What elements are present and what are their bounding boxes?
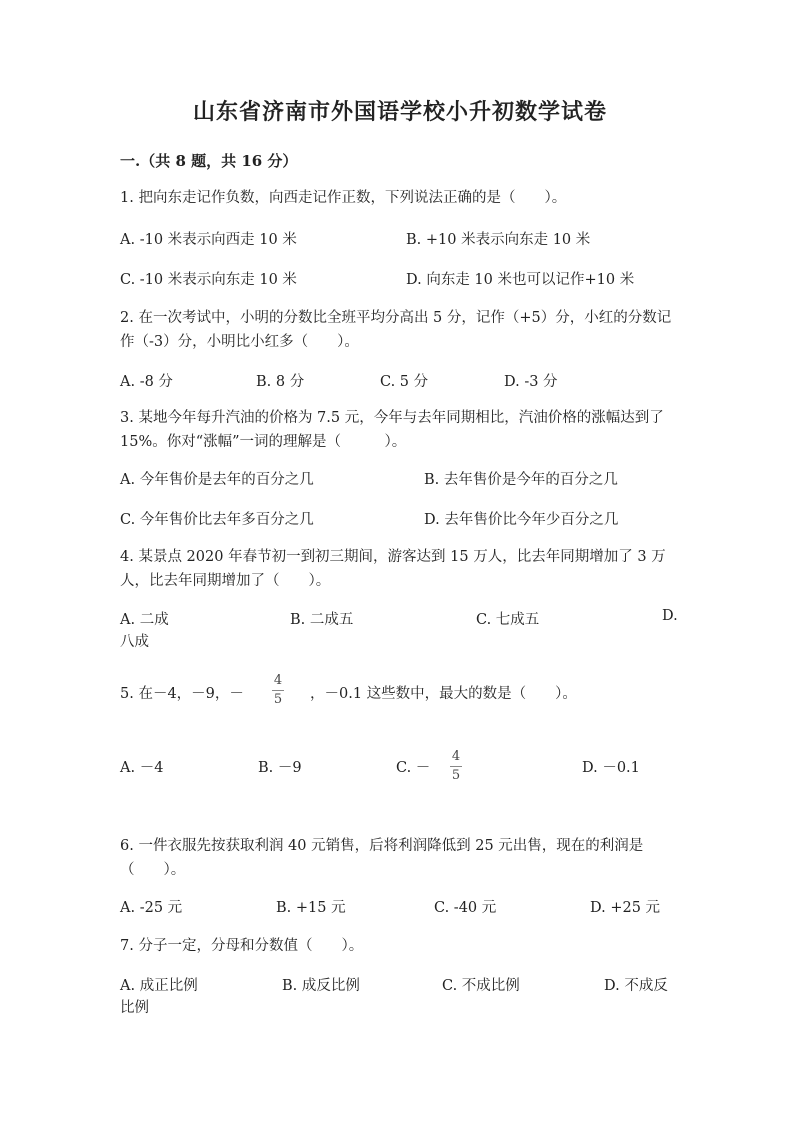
question-2-option-c: C. 5 分 [380,374,429,390]
question-1-option-a: A. -10 米表示向西走 10 米 [120,232,297,248]
fraction-bar [272,690,284,691]
question-3-option-a: A. 今年售价是去年的百分之几 [120,472,314,488]
question-7-option-d-wrap: 比例 [120,1000,149,1016]
question-5-option-d: D. －0.1 [582,760,640,776]
question-3-option-d: D. 去年售价比今年少百分之几 [424,512,619,528]
question-2-option-d: D. -3 分 [504,374,558,390]
question-6-stem: 6. 一件衣服先按获取利润 40 元销售，后将利润降低到 25 元出售，现在的利润是（ ）。 [120,838,644,878]
question-2-option-b: B. 8 分 [256,374,305,390]
question-1-stem: 1. 把向东走记作负数，向西走记作正数，下列说法正确的是（ ）。 [120,190,567,206]
question-4-option-d-wrap: 八成 [120,634,149,650]
question-5-option-c: C. － [396,760,431,776]
question-5-option-a: A. －4 [120,760,164,776]
question-1-option-b: B. +10 米表示向东走 10 米 [406,232,591,248]
question-4-option-b: B. 二成五 [290,612,354,628]
question-1-option-c: C. -10 米表示向东走 10 米 [120,272,297,288]
fraction-bar [450,766,462,767]
fraction-denominator: 5 [273,692,283,707]
question-6-option-b: B. +15 元 [276,900,346,916]
page-title: 山东省济南市外国语学校小升初数学试卷 [192,99,607,125]
question-4-option-a: A. 二成 [120,612,169,628]
question-4-option-c: C. 七成五 [476,612,540,628]
question-7-option-b: B. 成反比例 [282,978,360,994]
question-3-option-c: C. 今年售价比去年多百分之几 [120,512,314,528]
question-4-option-d: D. [662,608,678,624]
question-7-option-c: C. 不成比例 [442,978,520,994]
question-5-fraction [272,673,284,708]
fraction-denominator: 5 [451,768,461,783]
question-7-option-d: D. 不成反 [604,978,668,994]
question-6-option-a: A. -25 元 [120,900,183,916]
question-3-option-b: B. 去年售价是今年的百分之几 [424,472,618,488]
fraction-numerator: 4 [451,749,461,764]
question-1-option-d: D. 向东走 10 米也可以记作+10 米 [406,272,635,288]
question-7-option-a: A. 成正比例 [120,978,198,994]
question-5-option-b: B. －9 [258,760,302,776]
question-5-option-c-fraction [450,749,462,784]
question-5-stem-end: ，－0.1 这些数中，最大的数是（ ）。 [310,686,577,702]
section-heading: 一.（共 8 题，共 16 分） [120,152,298,170]
question-2-option-a: A. -8 分 [120,374,173,390]
question-5-stem-start: 5. 在－4，－9，－ [120,686,244,702]
question-7-stem: 7. 分子一定，分母和分数值（ ）。 [120,938,364,954]
question-2-stem: 2. 在一次考试中，小明的分数比全班平均分高出 5 分，记作（+5）分，小红的分数记作（-3）分，小明比小红多（ ）。 [120,310,672,350]
question-6-option-d: D. +25 元 [590,900,661,916]
question-6-option-c: C. -40 元 [434,900,497,916]
question-4-stem: 4. 某景点 2020 年春节初一到初三期间，游客达到 15 万人，比去年同期增加了 3 万人，比去年同期增加了（ ）。 [120,549,666,589]
question-3-stem: 3. 某地今年每升汽油的价格为 7.5 元，今年与去年同期相比，汽油价格的涨幅达到了 15%。你对“涨幅”一词的理解是（ ）。 [120,410,664,450]
fraction-numerator: 4 [273,673,283,688]
